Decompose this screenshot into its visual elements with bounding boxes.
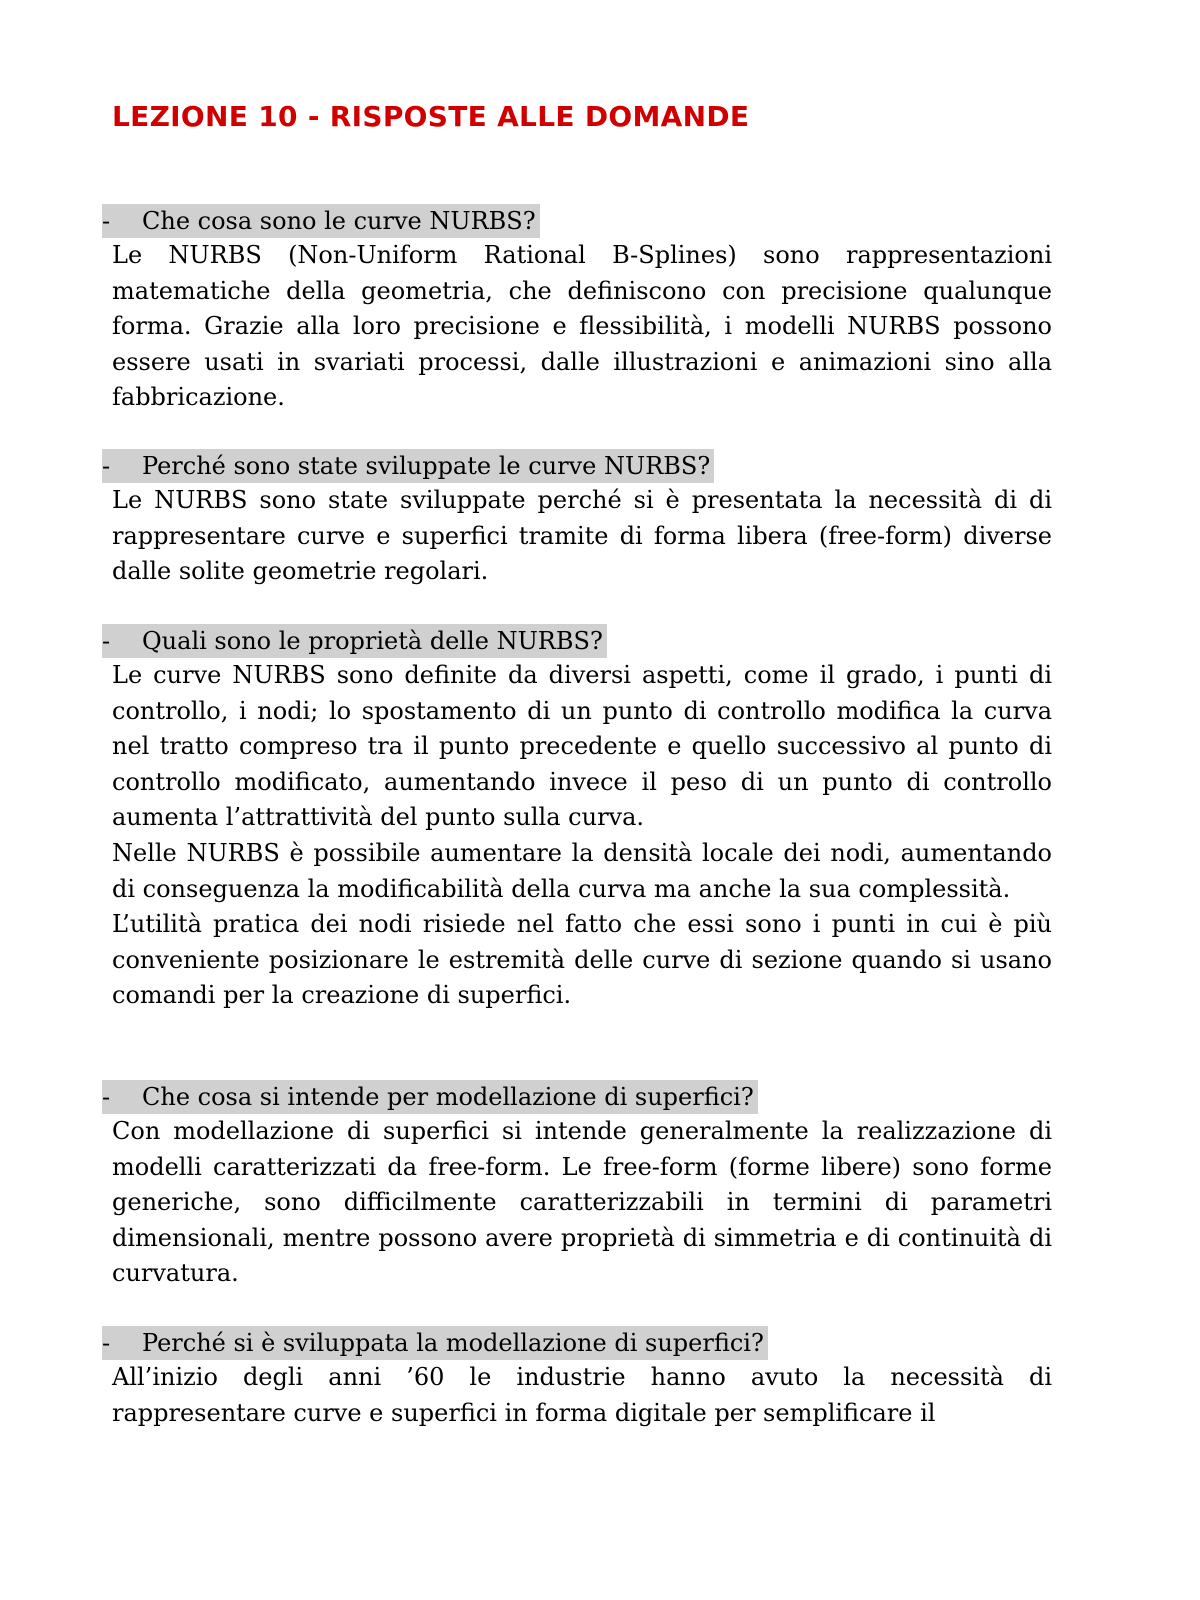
- bullet-dash: -: [102, 452, 111, 480]
- qa-section: [0, 624, 1200, 1014]
- bullet-dash: -: [102, 1329, 111, 1357]
- question-heading: [102, 204, 540, 238]
- question-heading: [102, 624, 607, 658]
- qa-section: [0, 449, 1200, 590]
- answer-block: [112, 658, 1052, 1014]
- page-title: LEZIONE 10 - RISPOSTE ALLE DOMANDE: [112, 100, 750, 133]
- answer-paragraph: Nelle NURBS è possibile aumentare la densità locale dei nodi, aumentando di conseguenza la modificabilità della curva ma anche la sua complessità.: [112, 838, 1052, 903]
- answer-paragraph: All’inizio degli anni ’60 le industrie hanno avuto la necessità di rappresentare curve e superfici in forma digitale per semplificare il: [112, 1363, 1052, 1427]
- question-text: Che cosa sono le curve NURBS?: [142, 207, 536, 235]
- answer-paragraph: Le NURBS sono state sviluppate perché si è presentata la necessità di di rappresentare curve e superfici tramite di forma libera (free-form) diverse dalle solite geometrie regolari.: [112, 486, 1052, 586]
- question-text: Quali sono le proprietà delle NURBS?: [142, 627, 603, 655]
- qa-section: [0, 1326, 1200, 1431]
- answer-block: [112, 1114, 1052, 1292]
- bullet-dash: -: [102, 207, 111, 235]
- question-heading: [102, 449, 714, 483]
- bullet-dash: -: [102, 1083, 111, 1111]
- answer-block: [112, 483, 1052, 590]
- question-heading: [102, 1326, 768, 1360]
- answer-block: [112, 1360, 1052, 1431]
- answer-paragraph: L’utilità pratica dei nodi risiede nel fatto che essi sono i punti in cui è più conveniente posizionare le estremità delle curve di sezione quando si usano comandi per la creazione di superfici.: [112, 910, 1052, 1010]
- bullet-dash: -: [102, 627, 111, 655]
- question-text: Che cosa si intende per modellazione di superfici?: [142, 1083, 754, 1111]
- answer-paragraph: Le curve NURBS sono definite da diversi aspetti, come il grado, i punti di controllo, i nodi; lo spostamento di un punto di controllo modifica la curva nel tratto compreso tra il punto precedente e quello successivo al punto di controllo modificato, aumentando invece il peso di un punto di controllo aumenta l’attrattività del punto sulla curva.: [112, 661, 1052, 832]
- qa-section: [0, 204, 1200, 416]
- question-text: Perché sono state sviluppate le curve NURBS?: [142, 452, 711, 480]
- question-heading: [102, 1080, 758, 1114]
- question-text: Perché si è sviluppata la modellazione di superfici?: [142, 1329, 764, 1357]
- answer-paragraph: Le NURBS (Non-Uniform Rational B-Splines) sono rappresentazioni matematiche della geometria, che definiscono con precisione qualunque forma. Grazie alla loro precisione e flessibilità, i modelli NURBS possono essere usati in svariati processi, dalle illustrazioni e animazioni sino alla fabbricazione.: [112, 241, 1052, 412]
- answer-paragraph: Con modellazione di superfici si intende generalmente la realizzazione di modelli caratterizzati da free-form. Le free-form (forme libere) sono forme generiche, sono difficilmente caratterizzabili in termini di parametri dimensionali, mentre possono avere proprietà di simmetria e di continuità di curvatura.: [112, 1117, 1052, 1288]
- answer-block: [112, 238, 1052, 416]
- qa-section: [0, 1080, 1200, 1292]
